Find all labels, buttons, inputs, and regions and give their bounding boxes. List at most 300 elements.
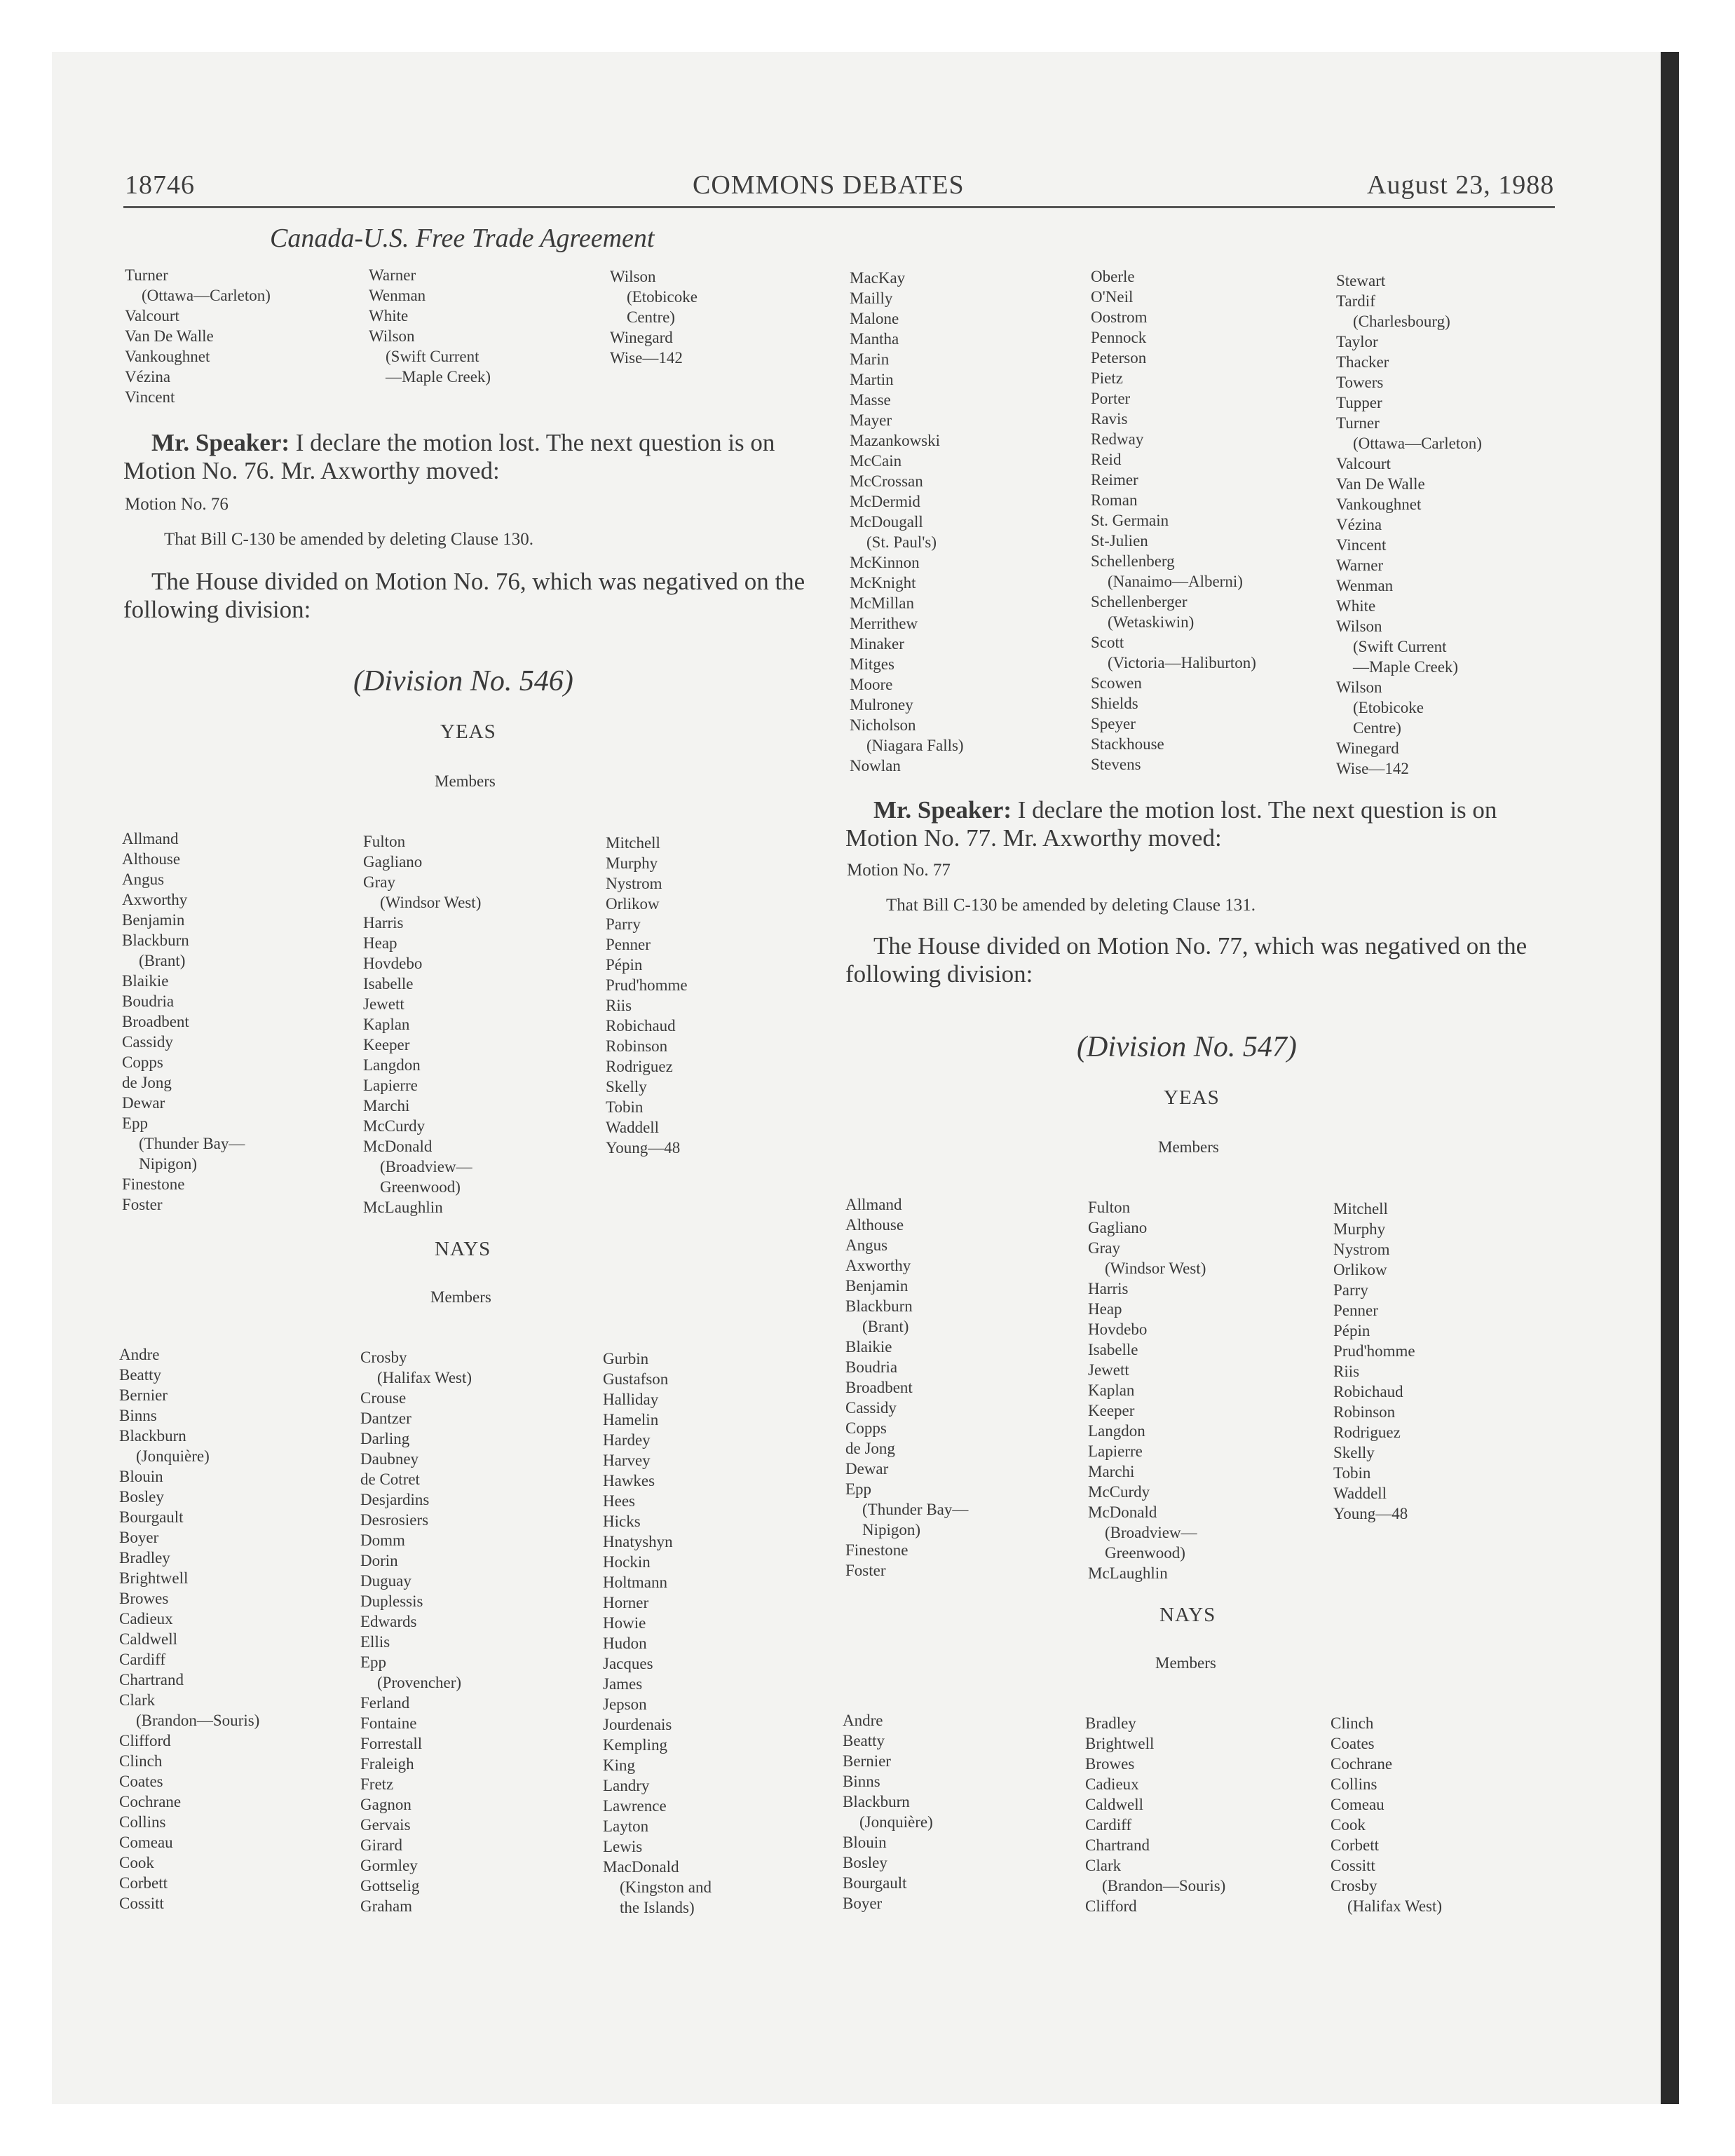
member-name: McCrossan (850, 472, 923, 490)
member-name: Dewar (845, 1460, 889, 1478)
member-name: (Niagara Falls) (866, 737, 964, 754)
member-name: Prud'homme (1333, 1342, 1415, 1360)
member-name: Edwards (360, 1613, 417, 1630)
member-name: Duplessis (360, 1592, 423, 1610)
member-name: Comeau (119, 1834, 173, 1851)
member-name: Mayer (850, 411, 892, 429)
member-name: Horner (603, 1594, 649, 1611)
member-name: Gagnon (360, 1796, 411, 1813)
member-name: McDougall (850, 513, 923, 531)
member-name: O'Neil (1091, 288, 1134, 306)
speaker-name: Mr. Speaker: (873, 796, 1012, 824)
member-name: Foster (122, 1196, 163, 1213)
member-name: Minaker (850, 635, 904, 653)
member-name: Skelly (606, 1078, 647, 1096)
member-name: Centre) (627, 308, 675, 326)
member-name: Waddell (606, 1119, 660, 1136)
member-name: Murphy (606, 854, 658, 872)
member-name: Allmand (845, 1196, 902, 1213)
member-name: Angus (122, 871, 165, 888)
member-name: Clark (1085, 1857, 1122, 1874)
member-name: MacKay (850, 269, 906, 287)
member-name: Gormley (360, 1857, 418, 1874)
member-name: Epp (122, 1114, 149, 1132)
member-name: Stevens (1091, 756, 1141, 773)
member-name: Oberle (1091, 268, 1135, 285)
member-name: (Victoria—Haliburton) (1108, 654, 1256, 671)
member-name: (Etobicoke (1353, 699, 1424, 716)
member-name: McLaughlin (1088, 1564, 1168, 1582)
member-name: Hees (603, 1492, 635, 1510)
page-number: 18746 (125, 170, 195, 200)
member-name: Warner (369, 266, 416, 284)
right-motion-label: Motion No. 77 (847, 861, 951, 880)
member-name: Brightwell (119, 1569, 189, 1587)
member-name: King (603, 1756, 635, 1774)
member-name: Mailly (850, 289, 893, 307)
left-nays-col3 (603, 1349, 712, 1918)
member-name: Marchi (1088, 1463, 1135, 1480)
member-name: Robichaud (606, 1017, 676, 1035)
member-name: Andre (843, 1712, 883, 1729)
left-prev-col1 (125, 265, 271, 407)
member-name: Axworthy (845, 1257, 911, 1274)
member-name: Boudria (845, 1358, 898, 1376)
right-speaker-paragraph (845, 796, 1546, 852)
left-divided-text: The House divided on Motion No. 76, which was negatived on the following division: (123, 568, 805, 623)
member-name: Wilson (369, 327, 415, 345)
member-name: Orlikow (606, 895, 660, 913)
member-name: Pépin (606, 956, 643, 974)
member-name: Rodriguez (606, 1058, 673, 1075)
member-name: Nystrom (1333, 1241, 1390, 1258)
member-name: Corbett (119, 1874, 168, 1892)
member-name: Epp (845, 1480, 872, 1498)
member-name: Blackburn (119, 1427, 186, 1445)
right-motion-text: That Bill C-130 be amended by deleting Clause 131. (886, 896, 1256, 915)
member-name: Gottselig (360, 1877, 420, 1895)
member-name: White (369, 307, 409, 325)
member-name: Orlikow (1333, 1261, 1387, 1278)
member-name: Schellenberg (1091, 552, 1175, 570)
member-name: Wilson (1336, 618, 1382, 635)
member-name: Stewart (1336, 272, 1386, 289)
member-name: Speyer (1091, 715, 1136, 732)
member-name: Robichaud (1333, 1383, 1403, 1400)
member-name: Mantha (850, 330, 899, 348)
member-name: Robinson (606, 1037, 668, 1055)
member-name: Jewett (1088, 1361, 1129, 1379)
member-name: Cadieux (1085, 1775, 1139, 1793)
member-name: Benjamin (122, 911, 185, 929)
member-name: (Brandon—Souris) (136, 1712, 260, 1729)
member-name: Gagliano (363, 853, 423, 871)
member-name: Axworthy (122, 891, 188, 908)
member-name: Penner (606, 936, 651, 953)
member-name: Chartrand (119, 1671, 184, 1688)
member-name: (Thunder Bay— (862, 1501, 969, 1518)
member-name: Gray (363, 873, 395, 891)
member-name: Wenman (369, 287, 426, 304)
member-name: Waddell (1333, 1485, 1387, 1502)
member-name: Vincent (125, 388, 175, 406)
member-name: Angus (845, 1236, 888, 1254)
member-name: Riis (1333, 1363, 1360, 1380)
member-name: the Islands) (620, 1899, 695, 1916)
member-name: Copps (122, 1053, 163, 1071)
right-yeas-members-label: Members (1158, 1138, 1219, 1156)
member-name: Stackhouse (1091, 735, 1164, 753)
member-name: Ferland (360, 1694, 410, 1712)
member-name: Dantzer (360, 1410, 411, 1427)
member-name: Collins (119, 1813, 166, 1831)
left-yeas-members-label: Members (435, 772, 496, 790)
member-name: (Broadview— (1105, 1524, 1197, 1541)
member-name: (Ottawa—Carleton) (1353, 435, 1482, 452)
member-name: (Broadview— (380, 1158, 472, 1175)
member-name: Brightwell (1085, 1735, 1155, 1752)
member-name: Winegard (1336, 739, 1399, 757)
member-name: Broadbent (845, 1379, 913, 1396)
left-nays-members-label: Members (430, 1288, 491, 1306)
member-name: Heap (1088, 1300, 1122, 1318)
right-nays-label: NAYS (1159, 1604, 1216, 1626)
member-name: Blaikie (845, 1338, 892, 1356)
member-name: Porter (1091, 390, 1131, 407)
right-divided-text: The House divided on Motion No. 77, which was negatived on the following division: (845, 932, 1528, 988)
member-name: Gustafson (603, 1370, 669, 1388)
right-prev-col3 (1336, 271, 1482, 779)
member-name: Wilson (610, 268, 656, 285)
member-name: Finestone (122, 1175, 185, 1193)
member-name: Greenwood) (380, 1178, 461, 1196)
member-name: Hockin (603, 1553, 651, 1571)
member-name: Blackburn (843, 1793, 910, 1810)
member-name: Blaikie (122, 972, 169, 990)
member-name: Centre) (1353, 719, 1401, 737)
member-name: Parry (606, 915, 641, 933)
member-name: Jacques (603, 1655, 653, 1672)
member-name: Browes (1085, 1755, 1135, 1773)
speaker-text: I declare the motion lost. The next question is on Motion No. 76. Mr. Axworthy moved: (123, 429, 775, 484)
member-name: (Jonquière) (859, 1813, 933, 1831)
member-name: St-Julien (1091, 532, 1148, 550)
member-name: Clifford (1085, 1897, 1137, 1915)
member-name: Desrosiers (360, 1511, 429, 1529)
member-name: McKinnon (850, 554, 920, 571)
member-name: Chartrand (1085, 1836, 1150, 1854)
member-name: Caldwell (119, 1630, 178, 1648)
member-name: Parry (1333, 1281, 1368, 1299)
member-name: (Thunder Bay— (139, 1135, 245, 1152)
member-name: Van De Walle (1336, 475, 1425, 493)
member-name: Dewar (122, 1094, 165, 1112)
member-name: Wise—142 (1336, 760, 1409, 777)
member-name: Girard (360, 1836, 403, 1854)
member-name: Lapierre (363, 1077, 418, 1094)
member-name: Riis (606, 997, 632, 1014)
member-name: (Brant) (139, 952, 186, 969)
member-name: Malone (850, 310, 899, 327)
member-name: Bradley (1085, 1714, 1136, 1732)
member-name: Althouse (122, 850, 181, 868)
member-name: Desjardins (360, 1491, 430, 1508)
page-date: August 23, 1988 (1367, 170, 1555, 200)
member-name: (Windsor West) (1105, 1260, 1206, 1277)
member-name: McDonald (363, 1138, 433, 1155)
member-name: Cook (1331, 1816, 1366, 1834)
member-name: Nipigon) (862, 1521, 921, 1538)
member-name: Cossitt (119, 1895, 164, 1912)
right-nays-members-label: Members (1155, 1654, 1216, 1672)
member-name: Clark (119, 1691, 156, 1709)
right-nays-col3 (1331, 1713, 1442, 1916)
member-name: Cardiff (1085, 1816, 1132, 1834)
left-nays-col1 (119, 1344, 259, 1913)
member-name: Jepson (603, 1696, 647, 1713)
member-name: (Kingston and (620, 1878, 712, 1896)
member-name: Copps (845, 1419, 887, 1437)
right-nays-col2 (1085, 1713, 1225, 1916)
member-name: McCain (850, 452, 902, 470)
member-name: McKnight (850, 574, 916, 592)
member-name: Kaplan (1088, 1381, 1135, 1399)
member-name: Fontaine (360, 1714, 417, 1732)
member-name: Martin (850, 371, 894, 388)
member-name: de Jong (122, 1074, 172, 1091)
member-name: Masse (850, 391, 891, 409)
member-name: McDermid (850, 493, 920, 510)
member-name: Cochrane (119, 1793, 182, 1810)
left-motion-label: Motion No. 76 (125, 495, 229, 514)
member-name: Landry (603, 1777, 650, 1794)
member-name: Bourgault (843, 1874, 907, 1892)
member-name: Bernier (843, 1752, 891, 1770)
member-name: Clinch (1331, 1714, 1374, 1732)
member-name: Lawrence (603, 1797, 667, 1815)
member-name: Harvey (603, 1452, 651, 1469)
member-name: Turner (1336, 414, 1380, 432)
left-prev-col3 (610, 266, 698, 368)
left-motion-text: That Bill C-130 be amended by deleting Clause 130. (164, 530, 533, 549)
member-name: Bradley (119, 1549, 170, 1567)
member-name: Collins (1331, 1775, 1377, 1793)
member-name: Beatty (843, 1732, 885, 1749)
member-name: Hudon (603, 1635, 647, 1652)
left-division-title: (Division No. 546) (353, 665, 573, 697)
member-name: Fulton (1088, 1199, 1131, 1216)
member-name: Keeper (1088, 1402, 1135, 1419)
member-name: Blouin (119, 1468, 163, 1485)
member-name: Moore (850, 676, 893, 693)
member-name: Valcourt (125, 307, 179, 325)
member-name: Ravis (1091, 410, 1128, 428)
member-name: Young—48 (606, 1139, 681, 1157)
member-name: (Brant) (862, 1318, 909, 1335)
member-name: Reid (1091, 451, 1122, 468)
member-name: Young—48 (1333, 1505, 1408, 1522)
member-name: Greenwood) (1105, 1544, 1185, 1562)
member-name: Hardey (603, 1431, 651, 1449)
speaker-name: Mr. Speaker: (151, 429, 290, 456)
member-name: Bosley (119, 1488, 164, 1506)
member-name: Nicholson (850, 716, 916, 734)
member-name: Duguay (360, 1572, 411, 1590)
right-yeas-col3 (1333, 1199, 1415, 1524)
member-name: Isabelle (363, 975, 414, 992)
member-name: Caldwell (1085, 1796, 1144, 1813)
member-name: Skelly (1333, 1444, 1375, 1461)
member-name: Roman (1091, 491, 1138, 509)
member-name: Langdon (363, 1056, 421, 1074)
member-name: (Swift Current (1353, 638, 1447, 655)
member-name: Hovdebo (1088, 1321, 1148, 1338)
member-name: Holtmann (603, 1574, 667, 1591)
member-name: Binns (119, 1407, 157, 1424)
member-name: Layton (603, 1817, 649, 1835)
member-name: Oostrom (1091, 308, 1148, 326)
member-name: Schellenberger (1091, 593, 1188, 610)
member-name: Nystrom (606, 875, 662, 892)
member-name: Lewis (603, 1838, 643, 1855)
member-name: Wilson (1336, 678, 1382, 696)
left-yeas-col1 (122, 828, 245, 1215)
member-name: Jourdenais (603, 1716, 672, 1733)
header-rule (123, 206, 1555, 208)
member-name: Cardiff (119, 1651, 166, 1668)
member-name: Gagliano (1088, 1219, 1148, 1236)
member-name: Forrestall (360, 1735, 423, 1752)
member-name: Mulroney (850, 696, 913, 714)
member-name: (Brandon—Souris) (1102, 1877, 1226, 1895)
member-name: Daubney (360, 1450, 419, 1468)
member-name: (Nanaimo—Alberni) (1108, 573, 1243, 590)
left-speaker-paragraph (123, 429, 824, 485)
member-name: de Cotret (360, 1471, 420, 1488)
member-name: Howie (603, 1614, 646, 1632)
member-name: Coates (119, 1773, 163, 1790)
member-name: Valcourt (1336, 455, 1391, 472)
member-name: Cochrane (1331, 1755, 1393, 1773)
member-name: Isabelle (1088, 1341, 1138, 1358)
member-name: Gray (1088, 1239, 1120, 1257)
member-name: Crouse (360, 1389, 407, 1407)
member-name: Finestone (845, 1541, 909, 1559)
member-name: Vankoughnet (125, 348, 210, 365)
member-name: Boyer (119, 1529, 159, 1546)
member-name: Browes (119, 1590, 169, 1607)
member-name: (Jonquière) (136, 1447, 210, 1465)
member-name: Foster (845, 1562, 886, 1579)
member-name: Mazankowski (850, 432, 941, 449)
member-name: (Charlesbourg) (1353, 313, 1450, 330)
member-name: McDonald (1088, 1503, 1157, 1521)
member-name: Wenman (1336, 577, 1394, 594)
right-division-title: (Division No. 547) (1077, 1031, 1297, 1063)
member-name: —Maple Creek) (1353, 658, 1459, 676)
member-name: Heap (363, 934, 397, 952)
member-name: Bernier (119, 1386, 168, 1404)
member-name: Redway (1091, 430, 1144, 448)
member-name: Clinch (119, 1752, 163, 1770)
member-name: Winegard (610, 329, 673, 346)
member-name: —Maple Creek) (386, 368, 491, 386)
member-name: Hicks (603, 1513, 641, 1530)
member-name: Merrithew (850, 615, 918, 632)
right-prev-col2 (1091, 266, 1256, 775)
member-name: Ellis (360, 1633, 390, 1651)
member-name: (Ottawa—Carleton) (142, 287, 271, 304)
member-name: Broadbent (122, 1013, 189, 1030)
member-name: Beatty (119, 1366, 162, 1384)
member-name: Harris (363, 914, 404, 932)
left-yeas-label: YEAS (440, 721, 496, 743)
member-name: Benjamin (845, 1277, 909, 1295)
left-nays-col2 (360, 1347, 472, 1916)
member-name: Peterson (1091, 349, 1147, 367)
member-name: (Halifax West) (1347, 1897, 1443, 1915)
member-name: McCurdy (1088, 1483, 1150, 1501)
member-name: Lapierre (1088, 1442, 1143, 1460)
member-name: Fraleigh (360, 1755, 414, 1773)
member-name: Tupper (1336, 394, 1382, 411)
member-name: Blouin (843, 1834, 887, 1851)
member-name: Darling (360, 1430, 410, 1447)
member-name: Fretz (360, 1775, 394, 1793)
member-name: Marin (850, 350, 890, 368)
member-name: Scowen (1091, 674, 1142, 692)
member-name: Domm (360, 1531, 405, 1549)
member-name: (Etobicoke (627, 288, 698, 306)
member-name: James (603, 1675, 643, 1693)
member-name: Langdon (1088, 1422, 1145, 1440)
member-name: Hnatyshyn (603, 1533, 673, 1550)
right-prev-col1 (850, 268, 964, 776)
member-name: Shields (1091, 695, 1138, 712)
right-yeas-label: YEAS (1164, 1086, 1220, 1109)
member-name: Gurbin (603, 1350, 649, 1367)
member-name: Tobin (606, 1098, 644, 1116)
member-name: Coates (1331, 1735, 1375, 1752)
left-prev-col2 (369, 265, 491, 387)
member-name: Vankoughnet (1336, 496, 1422, 513)
member-name: Gervais (360, 1816, 411, 1834)
member-name: Bourgault (119, 1508, 184, 1526)
member-name: Thacker (1336, 353, 1389, 371)
member-name: Penner (1333, 1302, 1378, 1319)
member-name: Binns (843, 1773, 880, 1790)
member-name: Wise—142 (610, 349, 683, 367)
page-title: COMMONS DEBATES (693, 170, 965, 200)
member-name: Scott (1091, 634, 1124, 651)
member-name: Blackburn (122, 932, 189, 949)
member-name: Pennock (1091, 329, 1147, 346)
member-name: Cadieux (119, 1610, 173, 1628)
member-name: Cossitt (1331, 1857, 1375, 1874)
member-name: Dorin (360, 1552, 398, 1569)
member-name: MacDonald (603, 1858, 679, 1876)
member-name: Nowlan (850, 757, 901, 775)
member-name: Halliday (603, 1391, 659, 1408)
member-name: Robinson (1333, 1403, 1396, 1421)
member-name: Kempling (603, 1736, 667, 1754)
member-name: Graham (360, 1897, 413, 1915)
member-name: White (1336, 597, 1376, 615)
member-name: Bosley (843, 1854, 887, 1871)
right-yeas-col2 (1088, 1197, 1206, 1583)
member-name: Mitges (850, 655, 894, 673)
member-name: Epp (360, 1653, 387, 1671)
